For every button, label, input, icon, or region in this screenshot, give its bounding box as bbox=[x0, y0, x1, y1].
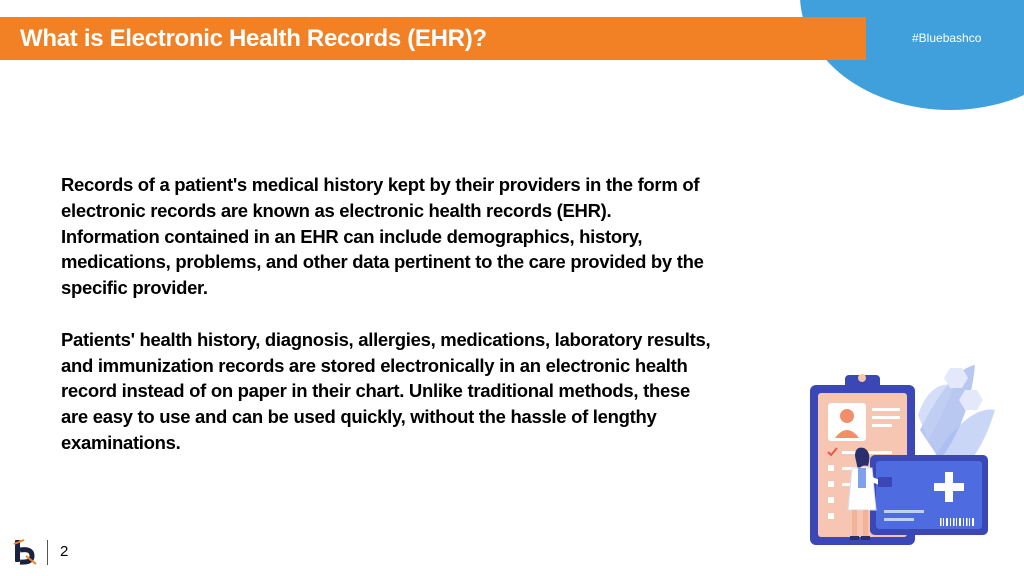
paragraph-ehr-definition: Records of a patient's medical history kept by their providers in the form of electronic records are known as electronic health records (EHR). Information contained in an EHR can include demographics, history, medications, problems, and other data pertinent to the care provided by the specific provider. bbox=[61, 174, 704, 299]
slide-title: What is Electronic Health Records (EHR)? bbox=[20, 25, 487, 52]
bluebash-logo-icon bbox=[12, 538, 38, 566]
paragraph-ehr-details: Patients' health history, diagnosis, allergies, medications, laboratory results, and immunization records are stored electronically in an electronic health record instead of on paper in their chart. Unlike traditional methods, these are easy to use and can be used quickly, without the hassle of lengthy examinations. bbox=[61, 328, 711, 453]
medical-records-illustration bbox=[800, 360, 1000, 550]
footer-divider bbox=[47, 540, 48, 565]
slide-body bbox=[61, 172, 711, 482]
page-number: 2 bbox=[60, 543, 69, 560]
brand-hashtag: #Bluebashco bbox=[912, 31, 982, 45]
